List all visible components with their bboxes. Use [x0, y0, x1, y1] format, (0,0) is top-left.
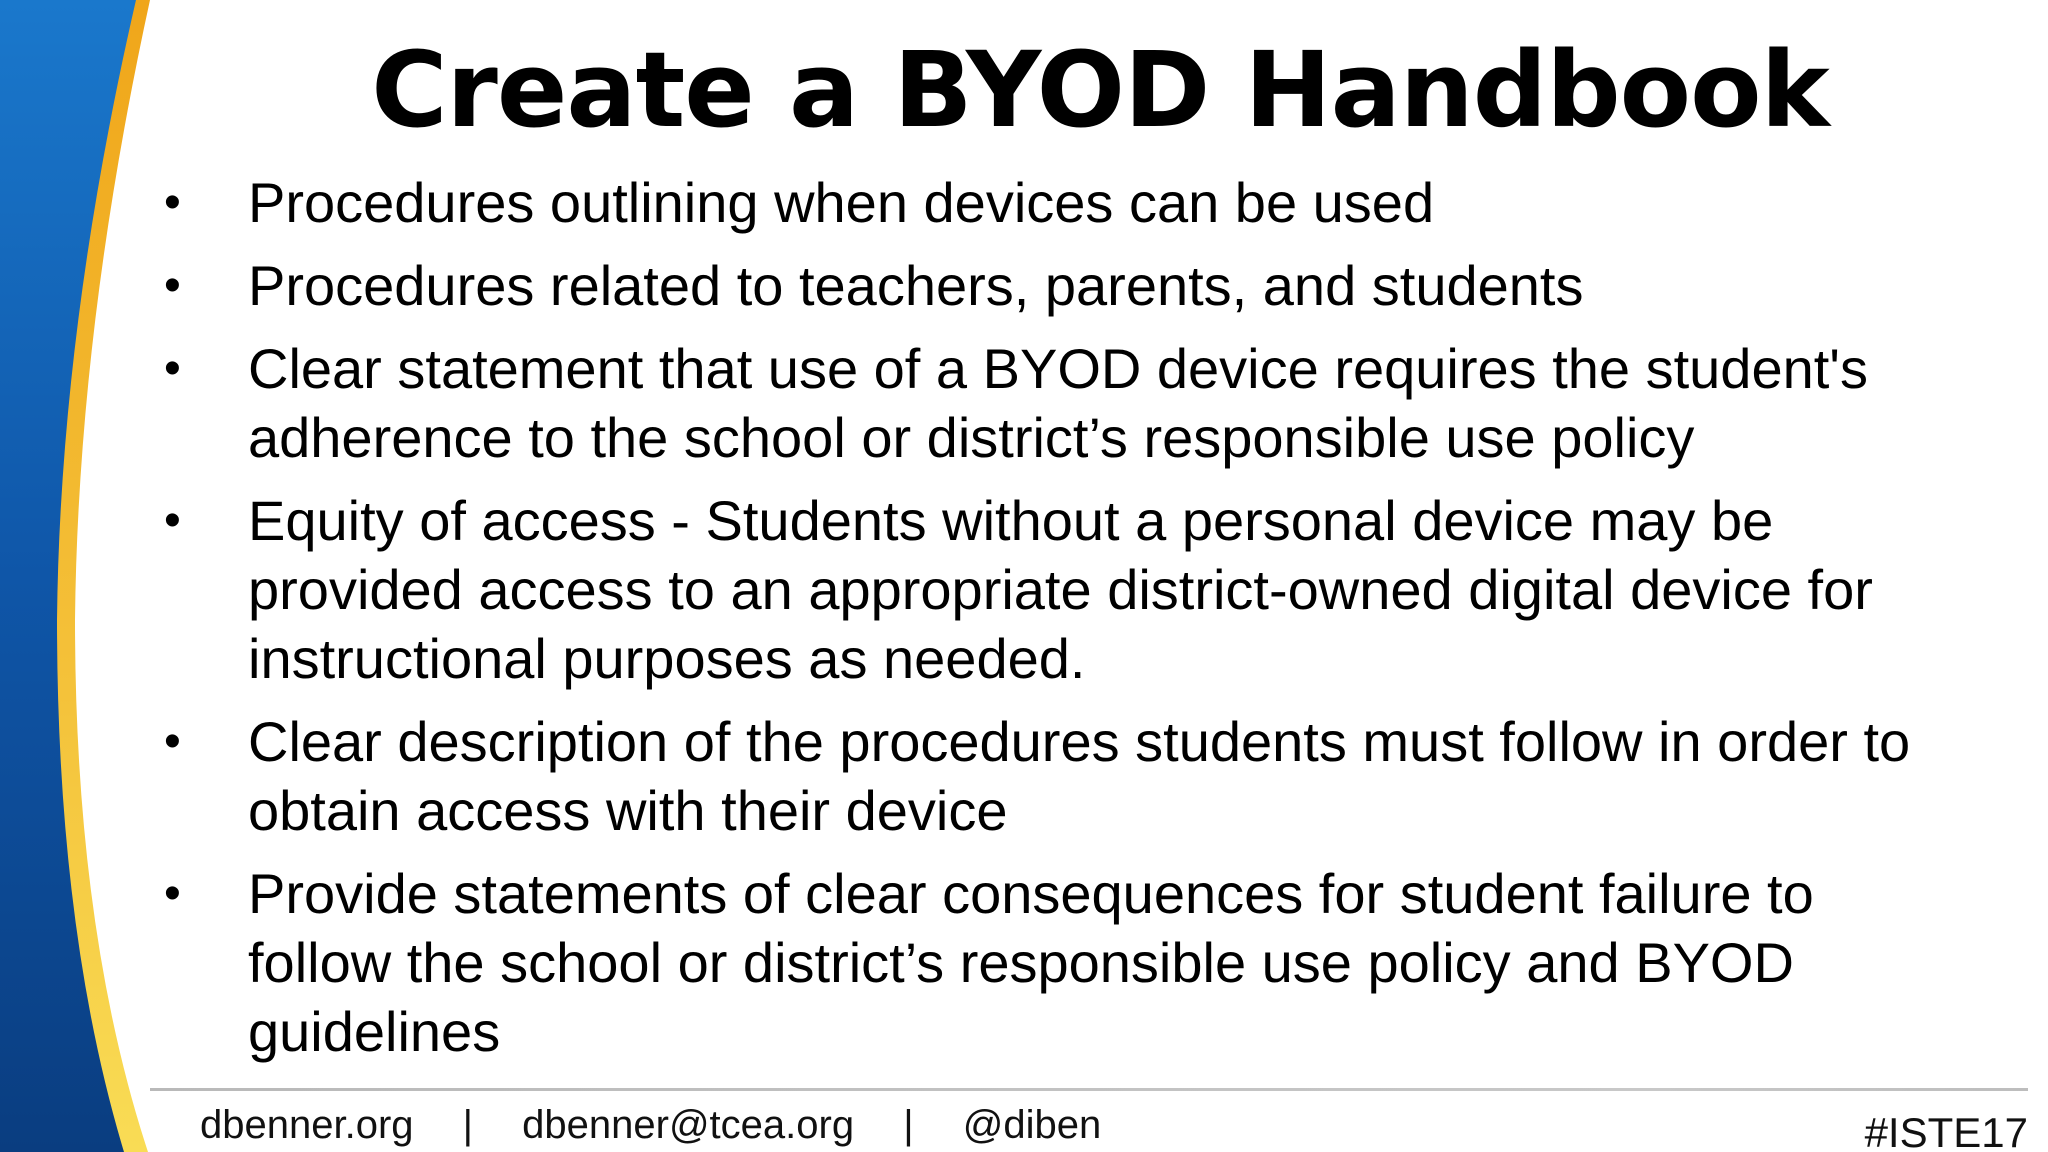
footer-email: dbenner@tcea.org [522, 1103, 855, 1147]
list-item [160, 486, 1990, 693]
footer [200, 1098, 1101, 1152]
footer-hashtag: #ISTE17 [1864, 1109, 2028, 1152]
bullet-line: Procedures related to teachers, parents, and students [248, 254, 1584, 317]
footer-separator: | [903, 1103, 914, 1147]
bullet-list [160, 168, 1990, 1080]
bullet-line: guidelines [248, 1000, 501, 1063]
bullet-icon: • [164, 867, 181, 920]
bullet-line: Clear statement that use of a BYOD device requires the student's [248, 337, 1868, 400]
page-title: Create a BYOD Handbook [371, 29, 1829, 151]
bullet-line: Provide statements of clear consequences for student failure to [248, 862, 1814, 925]
list-item [160, 251, 1990, 320]
footer-handle: @diben [962, 1103, 1102, 1147]
bullet-line: follow the school or district’s responsible use policy and BYOD [248, 931, 1794, 994]
bullet-icon: • [164, 259, 181, 312]
bullet-line: Clear description of the procedures students must follow in order to [248, 710, 1911, 773]
footer-separator: | [462, 1103, 474, 1147]
footer-website: dbenner.org [200, 1103, 414, 1147]
bullet-icon: • [164, 494, 181, 547]
bullet-line: instructional purposes as needed. [248, 627, 1086, 690]
list-item [160, 859, 1990, 1066]
bullet-line: provided access to an appropriate district-owned digital device for [248, 558, 1873, 621]
bullet-icon: • [164, 176, 181, 229]
bullet-line: Equity of access - Students without a personal device may be [248, 489, 1774, 552]
footer-divider [150, 1088, 2028, 1091]
list-item [160, 168, 1990, 237]
list-item [160, 707, 1990, 845]
bullet-line: adherence to the school or district’s responsible use policy [248, 406, 1695, 469]
bullet-icon: • [164, 342, 181, 395]
bullet-icon: • [164, 715, 181, 768]
list-item [160, 334, 1990, 472]
bullet-line: obtain access with their device [248, 779, 1008, 842]
bullet-line: Procedures outlining when devices can be used [248, 171, 1435, 234]
